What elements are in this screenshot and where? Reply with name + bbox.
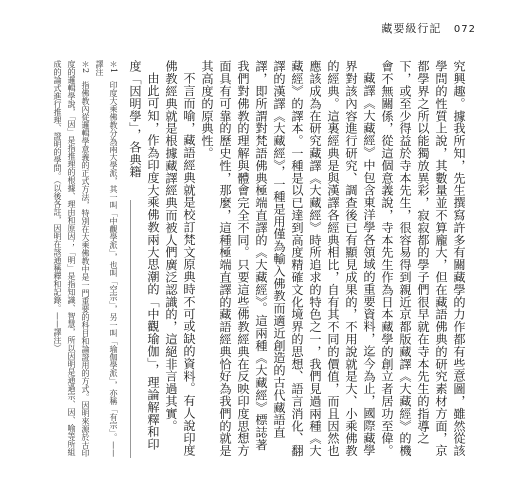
footnotes (53, 60, 120, 458)
page-number: 072 (453, 24, 476, 35)
running-header (381, 20, 476, 36)
paragraph-1: 究興趣。據我所知，先生撰寫許多有關藏學的力作都有些意圖，雖然從該學問的性質上說，其數量並不算龐大，但在藏語佛典的研究素材方面，京都學界之所以能獨放異彩，寂寂都的學子們很早就在寺本先生的指導之下，或至少得益於寺本先生，很容易得到親近京都版藏譯《大藏經》的機會不無關係，從這個意義說，寺本先生作為日本藏學的創立者居功至偉。 (380, 60, 466, 457)
header-title: 藏要級行記 (381, 22, 442, 35)
paragraph-4: 由此可知，作為印度大乘佛教兩大思潮的「中觀瑜伽」，理論解釋和印度「因明學」，各典籍 (128, 60, 160, 451)
body-text (108, 60, 468, 458)
paragraph-2: 藏譯《大藏經》中包含東洋學各領域的重要資料，迄今為止，國際藏學界對該內容進行研究、調查後已有顯見成果的，不用說就是大、小乘佛教的經典。這裏經典是與漢譯各經典相比，自有其不同的價值，而且因然也應該成為在研究藏譯《大藏經》時所追求的特色之一，我們見過兩種《大藏經》的譯本。一種是以已達到高度精確文化境界的思想、語言消化、翻譯的漢譯《大藏經》，一種是用僅為輸入佛教而適近創造的古代藏語直譯，即所謂對梵語佛典極端直譯的《大藏經》。這兩種《大藏經》標誌著我們對佛教的理解與體會完全不同。只要這些佛教經典在反映印度思想方面具有可靠的歷史性，那麼，這種極端直譯的藏語經典恰好為我們的就是其高度的原典性。 (200, 60, 376, 457)
footnote-divider (130, 200, 131, 458)
footnote-2: ＊2 指佛教內從邏輯學意義的正式方法，特別在大乘佛教中是一門重要的科目和論證用的方式。因明來源於古印度的邏輯學說，「因」是指推理的根據、理由和原因；「明」是指知識、智慧，所以因明是通過宗、因、喻等所組成的論式進行推理、證明的學問。（以後各註，因明在該通稱釋和記錄。——譯注） (53, 60, 90, 458)
paragraph-3: 不言而喻，藏語經典就是校訂梵文原典時不可或缺的資料。有人說印度佛教經典就是根據藏譯經典而被人們廣泛認識的，這絕非言過其實。 (164, 60, 196, 457)
footnote-1: ＊1 印度大乘佛教分為兩大學派，其一叫「中觀學派」，也叫「空宗」，另一叫「瑜伽學派」，亦稱「有宗」。——譯注 (95, 60, 118, 458)
